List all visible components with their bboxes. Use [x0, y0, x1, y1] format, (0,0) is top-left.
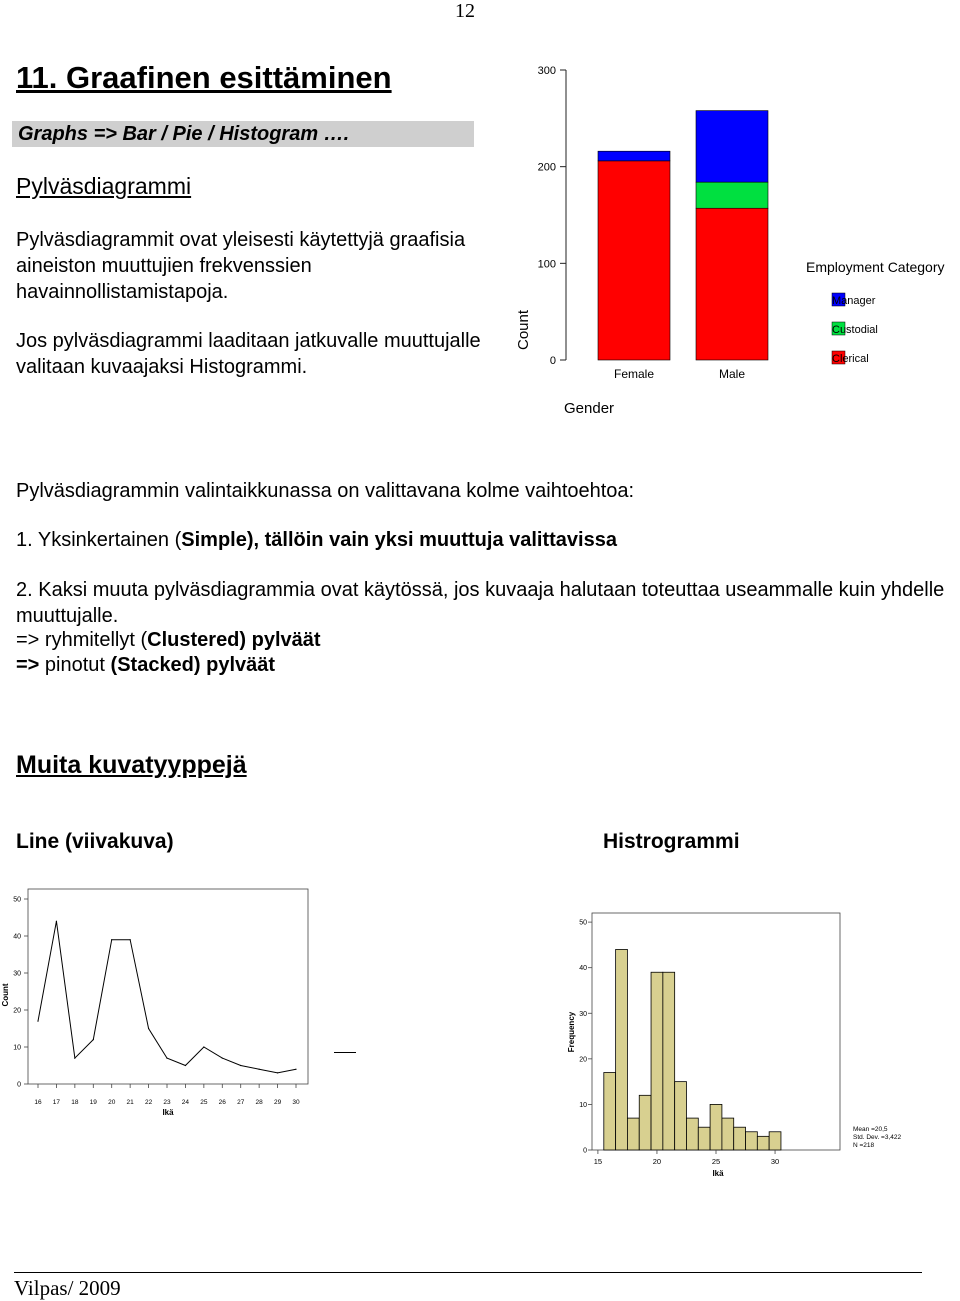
y-axis-label: Count [1, 983, 10, 1007]
line-point [277, 1072, 278, 1073]
x-tick-label: 27 [237, 1099, 245, 1106]
y-tick-label: 50 [13, 896, 21, 904]
x-axis-label: Gender [564, 400, 615, 417]
line-point [166, 1058, 167, 1059]
x-tick-label: 19 [89, 1099, 97, 1106]
bar-segment-manager [598, 151, 670, 161]
histogram-bar [651, 972, 663, 1150]
x-tick-label: 17 [52, 1099, 61, 1106]
line-point [130, 939, 131, 940]
y-tick-label: 0 [549, 355, 556, 367]
option-clustered-prefix: => ryhmitellyt ( [16, 629, 148, 651]
histogram-bar [663, 972, 675, 1150]
bar-chart-heading: Pylväsdiagrammi [16, 173, 192, 199]
x-tick-label: 18 [71, 1099, 79, 1106]
option-multi: 2. Kaksi muuta pylväsdiagrammia ovat käytössä, jos kuvaaja halutaan toteuttaa useammalle kuin yhdelle muuttujalle. [16, 579, 945, 627]
line-point [56, 921, 57, 922]
line-point [295, 1069, 296, 1070]
separator-dash [334, 1052, 356, 1053]
y-tick-label: 30 [13, 970, 21, 978]
option-clustered-bold: Clustered) pylväät [147, 629, 321, 651]
x-tick-label: 20 [108, 1099, 116, 1106]
y-tick-label: 100 [537, 258, 556, 271]
histogram-stat: N =218 [853, 1142, 875, 1149]
x-tick-label: 24 [181, 1099, 190, 1106]
x-tick-label: 20 [652, 1157, 662, 1166]
option-stacked-bold: (Stacked) pylväät [110, 654, 276, 676]
histogram-heading: Histrogrammi [603, 830, 740, 853]
x-tick-label: 16 [34, 1099, 42, 1106]
x-tick-label: 22 [144, 1099, 153, 1106]
line-point [93, 1039, 94, 1040]
x-tick-label: 25 [200, 1099, 208, 1106]
x-tick-label: 23 [163, 1099, 171, 1106]
menu-path-banner: Graphs => Bar / Pie / Histogram …. [12, 121, 474, 147]
histogram-stat: Mean =20,5 [853, 1126, 888, 1133]
line-chart [0, 885, 320, 1125]
histogram-bar [604, 1073, 616, 1150]
histogram-bar [698, 1127, 710, 1150]
option-stacked [16, 652, 946, 678]
line-point [74, 1058, 75, 1059]
option-stacked-mid: pinotut [39, 654, 111, 676]
histogram-bar [627, 1118, 639, 1150]
histogram-bar [734, 1127, 746, 1150]
x-tick-label: 25 [711, 1157, 721, 1166]
other-chart-types-heading: Muita kuvatyyppejä [16, 751, 247, 779]
line-chart-heading: Line (viivakuva) [16, 830, 174, 853]
page-title: 11. Graafinen esittäminen [16, 60, 392, 95]
line-point [185, 1065, 186, 1066]
line-point [203, 1046, 204, 1047]
bar-segment-clerical [696, 208, 768, 360]
x-axis-label: Ikä [712, 1169, 724, 1178]
histogram-bar [616, 949, 628, 1150]
legend-label-manager: Manager [832, 295, 876, 307]
histogram-stat: Std. Dev. =3,422 [853, 1134, 902, 1141]
line-point [148, 1028, 149, 1029]
y-axis-label: Frequency [567, 1011, 576, 1053]
histogram-bar [769, 1132, 781, 1150]
x-axis-label: Ikä [162, 1108, 174, 1117]
category-label: Female [613, 367, 655, 381]
histogram-bar [710, 1104, 722, 1150]
option-simple-prefix: 1. Yksinkertainen ( [16, 529, 182, 551]
option-simple-bold: Simple), tällöin vain yksi muuttuja valittavissa [181, 529, 617, 551]
bar-segment-custodial [696, 182, 768, 208]
line-point [222, 1058, 223, 1059]
category-label: Male [718, 367, 746, 381]
y-tick-label: 10 [13, 1044, 21, 1052]
x-tick-label: 30 [292, 1099, 300, 1106]
y-tick-label: 10 [579, 1101, 587, 1109]
footer-author: Vilpas/ 2009 [14, 1276, 121, 1300]
line-point [111, 939, 112, 940]
y-tick-label: 50 [579, 919, 587, 927]
histogram-bar [746, 1132, 758, 1150]
bar-segment-clerical [598, 161, 670, 360]
option-simple [16, 527, 946, 553]
histogram-bar [639, 1095, 651, 1150]
x-tick-label: 30 [770, 1157, 780, 1166]
bar-segment-manager [696, 111, 768, 183]
y-tick-label: 0 [583, 1147, 587, 1155]
x-tick-label: 29 [273, 1099, 282, 1106]
legend-label-clerical: Clerical [832, 353, 869, 365]
options-intro: Pylväsdiagrammin valintaikkunassa on valittavana kolme vaihtoehtoa: [16, 480, 635, 502]
histogram-chart [560, 910, 920, 1185]
line-point [259, 1069, 260, 1070]
y-tick-label: 20 [579, 1056, 587, 1064]
option-stacked-arrow: => [16, 654, 40, 676]
histogram-bar [722, 1118, 734, 1150]
y-tick-label: 30 [579, 1010, 587, 1018]
y-tick-label: 300 [537, 65, 556, 77]
footer-rule [14, 1272, 922, 1273]
x-tick-label: 15 [593, 1157, 603, 1166]
y-tick-label: 40 [13, 933, 21, 941]
x-tick-label: 26 [218, 1099, 226, 1106]
y-tick-label: 200 [537, 161, 556, 174]
y-tick-label: 20 [13, 1007, 21, 1015]
x-tick-label: 28 [255, 1099, 263, 1106]
y-tick-label: 40 [579, 965, 587, 973]
option-clustered [16, 627, 946, 653]
histogram-bar [757, 1136, 769, 1150]
line-point [37, 1021, 38, 1022]
page-number: 12 [455, 0, 475, 22]
legend-label-custodial: Custodial [832, 324, 878, 336]
x-tick-label: 21 [126, 1099, 134, 1106]
plot-frame [28, 889, 308, 1084]
y-tick-label: 0 [17, 1081, 21, 1089]
stacked-bar-chart [492, 50, 957, 430]
legend-title: Employment Category [806, 259, 945, 275]
histogram-note: Jos pylväsdiagrammi laaditaan jatkuvalle muuttujalle valitaan kuvaajaksi Histogrammi. [16, 330, 481, 378]
histogram-bar [675, 1082, 687, 1150]
bar-chart-intro: Pylväsdiagrammit ovat yleisesti käytettyjä graafisia aineiston muuttujien frekvenssien havainnollistamistapoja. [16, 229, 466, 303]
histogram-bar [686, 1118, 698, 1150]
line-point [240, 1065, 241, 1066]
y-axis-label: Count [515, 309, 532, 350]
